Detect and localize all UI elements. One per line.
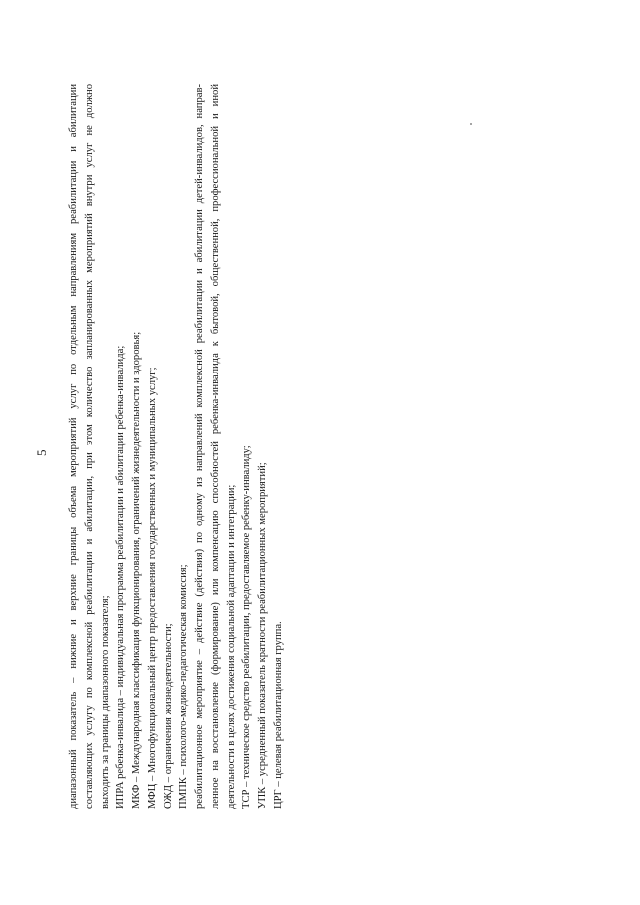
text-line: УПК – усредненный показатель кратности реабилитационных мероприятий; [257, 462, 268, 809]
scan-speck [470, 123, 472, 125]
document-body [66, 84, 287, 809]
text-line: ИПРА ребенка-инвалида – индивидуальная программа реабилитации и абилитации ребенка-инвалида; [115, 345, 127, 809]
text-line: составляющих услугу по комплексной реабилитации и абилитации, при этом количество запланированных мероприятий внутри услуг не должно [83, 84, 95, 809]
page-number: 5 [34, 449, 49, 456]
text-line: ПМПК – психолого-медико-педагогическая комиссия; [178, 564, 190, 809]
text-line: ТСР – техническое средство реабилитации, предоставляемое ребенку-инвалиду; [241, 445, 253, 809]
text-line: МКФ – Международная классификация функционирования, ограничений жизнедеятельности и здоровья; [131, 331, 142, 809]
text-line: ленное на восстановление (формирование) или компенсацию способностей ребенка-инвалида к бытовой, общественной, профессиональной и иной [209, 84, 221, 809]
text-line: ЦРГ – целевая реабилитационная группа. [272, 621, 284, 809]
text-line: МФЦ – Многофункциональный центр предоставления государственных и муниципальных услуг; [146, 367, 158, 809]
text-line: диапазонный показатель – нижние и верхние границы объема мероприятий услуг по отдельным направлениям реабилитации и абилитации [68, 84, 79, 809]
text-line: деятельности в целях достижения социальной адаптации и интеграции; [225, 484, 237, 809]
text-line: ОЖД – ограничения жизнедеятельности; [162, 623, 174, 809]
text-line: выходить за границы диапазонного показателя; [99, 595, 111, 809]
text-line: реабилитационное мероприятие – действие (действия) по одному из направлений комплексной реабилитации и абилитации детей-инвалидов, направ- [194, 84, 205, 809]
